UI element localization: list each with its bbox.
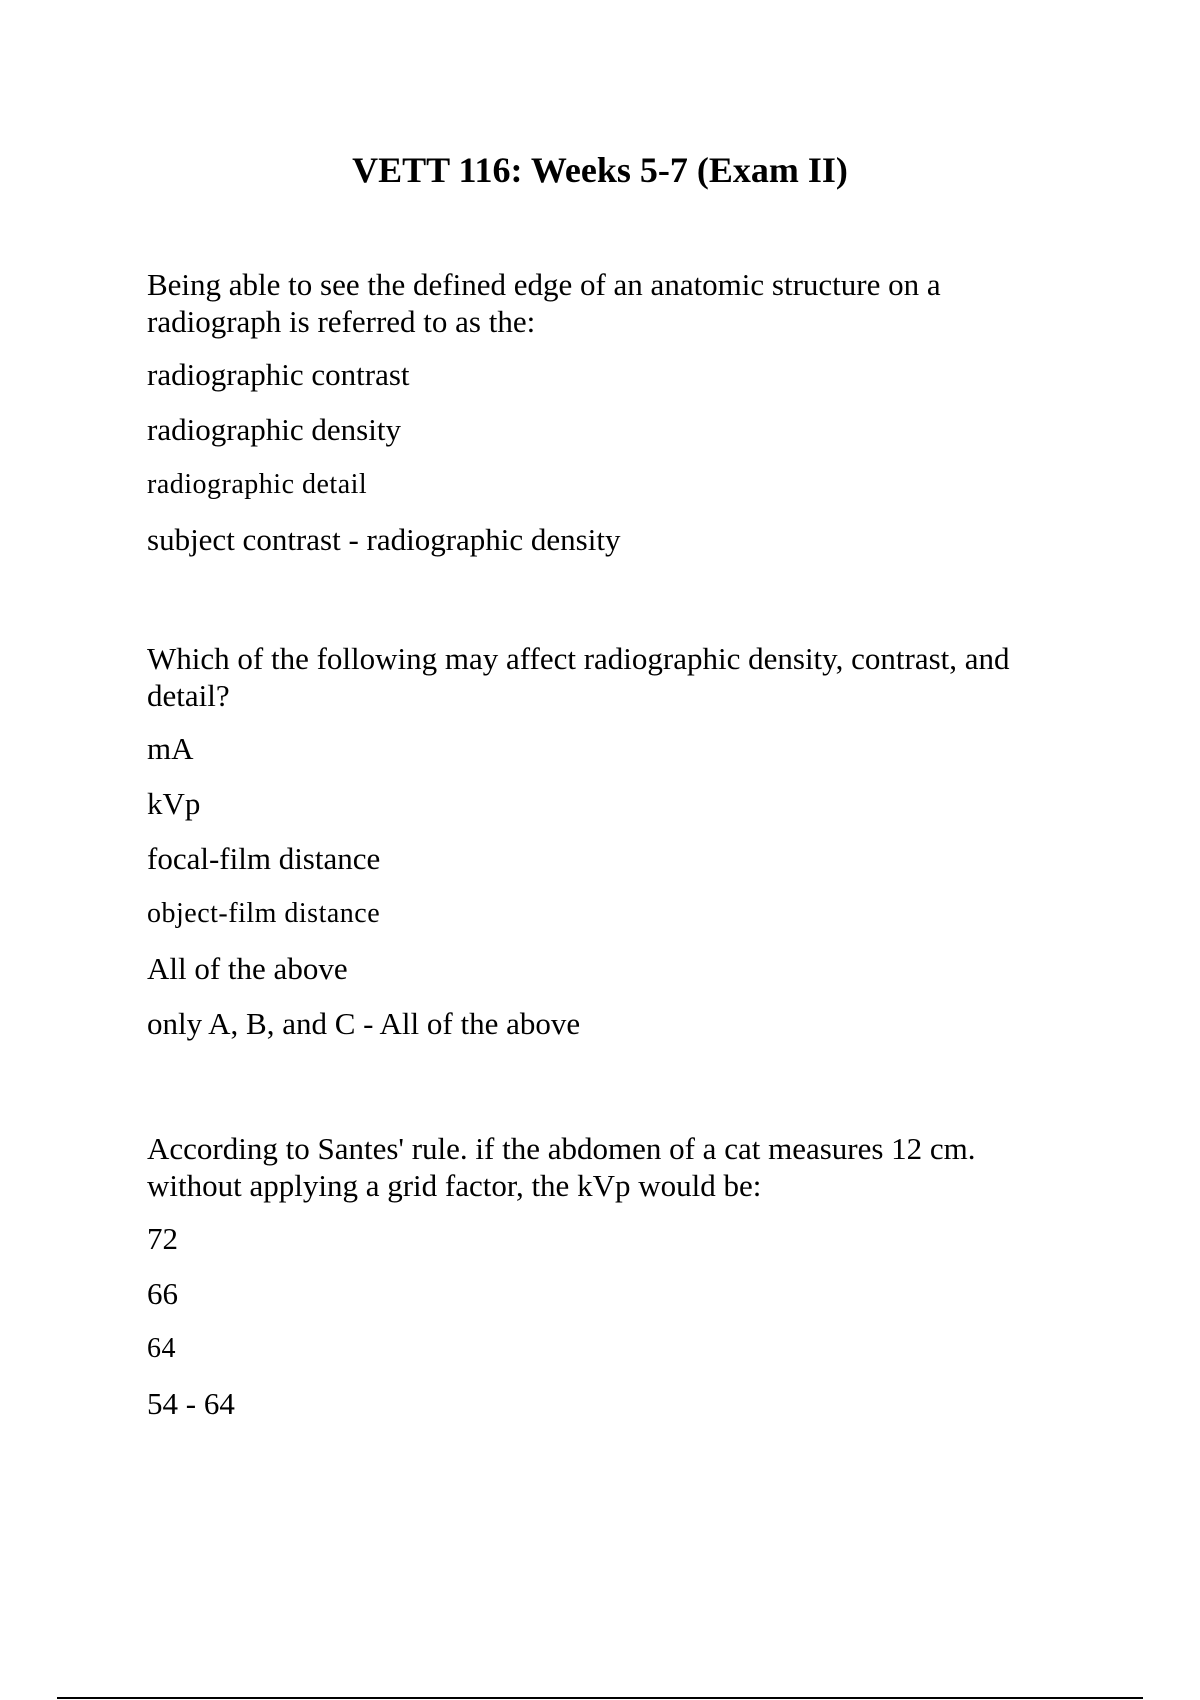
- question-2-option-d: object-film distance: [147, 898, 381, 929]
- question-3-option-a: 72: [147, 1221, 178, 1256]
- page-title: VETT 116: Weeks 5-7 (Exam II): [352, 150, 848, 190]
- question-2-options: [147, 730, 1067, 1042]
- question-2: [147, 640, 1067, 1060]
- question-3-option-c: 64: [147, 1333, 176, 1364]
- question-3-option-b: 66: [147, 1276, 178, 1311]
- question-2-answer: only A, B, and C - All of the above: [147, 1006, 581, 1041]
- question-2-option-e: All of the above: [147, 951, 348, 986]
- question-1-option-b: radiographic density: [147, 412, 401, 447]
- question-1-option-a: radiographic contrast: [147, 357, 410, 392]
- question-3-answer: 54 - 64: [147, 1386, 235, 1421]
- question-2-option-a: mA: [147, 731, 194, 766]
- question-3-options: [147, 1220, 1067, 1422]
- question-2-option-c: focal-film distance: [147, 841, 381, 876]
- question-3-stem: According to Santes' rule. if the abdomen of a cat measures 12 cm. without applying a grid factor, the kVp would be:: [147, 1131, 976, 1203]
- question-1-stem: Being able to see the defined edge of an anatomic structure on a radiograph is referred to as the:: [147, 267, 941, 339]
- question-1: [147, 266, 1067, 576]
- question-2-option-b: kVp: [147, 786, 201, 821]
- question-1-option-c: radiographic detail: [147, 469, 368, 500]
- bottom-divider: [57, 1697, 1143, 1699]
- question-3: [147, 1130, 1067, 1440]
- question-1-options: [147, 356, 1067, 558]
- question-2-stem: Which of the following may affect radiographic density, contrast, and detail?: [147, 641, 1010, 713]
- question-1-answer: subject contrast - radiographic density: [147, 522, 621, 557]
